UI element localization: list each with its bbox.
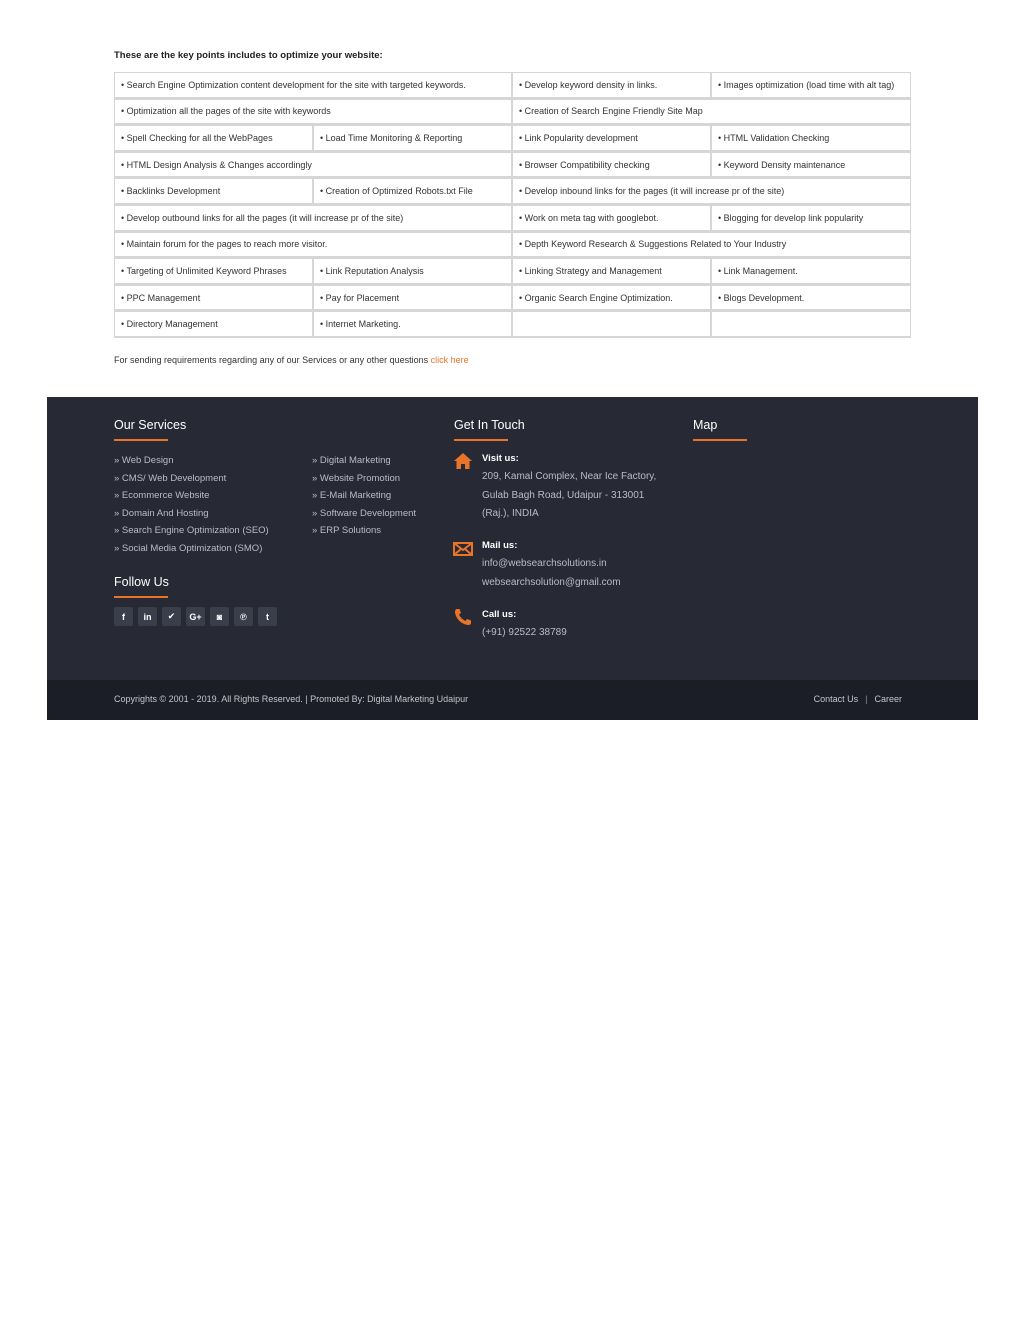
table-cell: • HTML Design Analysis & Changes accordingly [114, 152, 512, 179]
visit-address [482, 468, 656, 524]
map-underline [693, 439, 747, 441]
service-link[interactable]: » CMS/ Web Development [114, 472, 227, 484]
table-cell: • PPC Management [114, 285, 313, 312]
table-cell: • Organic Search Engine Optimization. [512, 285, 711, 312]
our-services-underline [114, 439, 168, 441]
table-cell: • Spell Checking for all the WebPages [114, 125, 313, 152]
table-row [114, 205, 911, 232]
table-cell: • Optimization all the pages of the site with keywords [114, 99, 512, 126]
requirements-text: For sending requirements regarding any of our Services or any other questions [114, 355, 431, 365]
facebook-icon[interactable]: f [114, 607, 133, 626]
table-cell: • Targeting of Unlimited Keyword Phrases [114, 258, 313, 285]
table-cell: • Develop outbound links for all the pages (it will increase pr of the site) [114, 205, 512, 232]
service-link[interactable]: » E-Mail Marketing [312, 490, 392, 502]
address-line: Gulab Bagh Road, Udaipur - 313001 [482, 489, 645, 501]
table-row [114, 178, 911, 205]
table-cell: • Blogs Development. [711, 285, 911, 312]
table-cell: • Keyword Density maintenance [711, 152, 911, 179]
link-separator: | [865, 694, 868, 704]
table-cell: • Link Reputation Analysis [313, 258, 512, 285]
get-in-touch-heading: Get In Touch [454, 418, 525, 432]
google-plus-icon[interactable]: G+ [186, 607, 205, 626]
services-column-1 [114, 452, 269, 558]
table-cell: • Browser Compatibility checking [512, 152, 711, 179]
table-cell: • Maintain forum for the pages to reach more visitor. [114, 232, 512, 259]
phone-line: (+91) 92522 38789 [482, 627, 567, 638]
table-row [114, 72, 911, 99]
mail-icon [453, 539, 473, 559]
table-cell: • Internet Marketing. [313, 311, 512, 338]
twitter-icon[interactable]: ✔ [162, 607, 181, 626]
career-link[interactable]: Career [874, 694, 902, 704]
table-cell [711, 311, 911, 338]
follow-us-heading: Follow Us [114, 575, 169, 589]
table-cell: • Develop keyword density in links. [512, 72, 711, 99]
service-link[interactable]: » Website Promotion [312, 472, 401, 484]
mail-addresses [482, 555, 621, 592]
table-row [114, 99, 911, 126]
table-cell: • Search Engine Optimization content development for the site with targeted keywords. [114, 72, 512, 99]
bottom-bar [47, 680, 978, 720]
service-link[interactable]: » Digital Marketing [312, 455, 391, 466]
linkedin-icon[interactable]: in [138, 607, 157, 626]
table-row [114, 311, 911, 338]
table-row [114, 125, 911, 152]
table-cell [512, 311, 711, 338]
table-cell: • Linking Strategy and Management [512, 258, 711, 285]
copyright-text: Copyrights © 2001 - 2019. All Rights Reserved. | Promoted By: Digital Marketing Udaipur [114, 694, 469, 704]
key-points-intro: These are the key points includes to optimize your website: [114, 50, 383, 61]
email-line: info@websearchsolutions.in [482, 558, 607, 569]
phone-number [482, 624, 567, 643]
table-cell: • Images optimization (load time with alt tag) [711, 72, 911, 99]
table-cell: • Pay for Placement [313, 285, 512, 312]
table-cell: • Depth Keyword Research & Suggestions Related to Your Industry [512, 232, 911, 259]
home-icon [453, 451, 473, 471]
address-line: 209, Kamal Complex, Near Ice Factory, [482, 471, 657, 482]
table-cell: • Creation of Search Engine Friendly Site Map [512, 99, 911, 126]
tumblr-icon[interactable]: t [258, 607, 277, 626]
service-link[interactable]: » Social Media Optimization (SMO) [114, 542, 263, 554]
our-services-heading: Our Services [114, 418, 187, 432]
bottom-links [814, 694, 902, 704]
requirements-note [114, 355, 469, 365]
address-line: (Raj.), INDIA [482, 508, 539, 519]
table-cell: • Link Popularity development [512, 125, 711, 152]
email-line: websearchsolution@gmail.com [482, 576, 621, 588]
table-cell: • HTML Validation Checking [711, 125, 911, 152]
table-row [114, 258, 911, 285]
service-link[interactable]: » ERP Solutions [312, 525, 382, 537]
table-cell: • Load Time Monitoring & Reporting [313, 125, 512, 152]
table-cell: • Work on meta tag with googlebot. [512, 205, 711, 232]
table-cell: • Creation of Optimized Robots.txt File [313, 178, 512, 205]
follow-us-underline [114, 596, 168, 598]
instagram-icon[interactable]: ◙ [210, 607, 229, 626]
service-link[interactable]: » Ecommerce Website [114, 490, 210, 502]
table-cell: • Blogging for develop link popularity [711, 205, 911, 232]
table-row [114, 152, 911, 179]
phone-icon [453, 607, 473, 627]
service-link[interactable]: » Domain And Hosting [114, 507, 209, 519]
key-points-table [114, 72, 911, 338]
contact-us-link[interactable]: Contact Us [813, 694, 859, 704]
social-links [114, 607, 277, 626]
click-here-link[interactable]: click here [430, 355, 469, 365]
call-us-label: Call us: [482, 609, 517, 620]
services-column-2 [312, 452, 416, 540]
table-row [114, 232, 911, 259]
visit-us-label: Visit us: [482, 453, 519, 464]
mail-us-label: Mail us: [482, 540, 518, 551]
service-link[interactable]: » Software Development [312, 507, 417, 519]
table-cell: • Directory Management [114, 311, 313, 338]
table-cell: • Link Management. [711, 258, 911, 285]
service-link[interactable]: » Search Engine Optimization (SEO) [114, 525, 269, 537]
pinterest-icon[interactable]: ℗ [234, 607, 253, 626]
footer [47, 397, 978, 680]
table-cell: • Backlinks Development [114, 178, 313, 205]
table-cell: • Develop inbound links for the pages (it will increase pr of the site) [512, 178, 911, 205]
table-row [114, 285, 911, 312]
get-in-touch-underline [454, 439, 508, 441]
service-link[interactable]: » Web Design [114, 455, 174, 466]
map-heading: Map [693, 418, 718, 432]
